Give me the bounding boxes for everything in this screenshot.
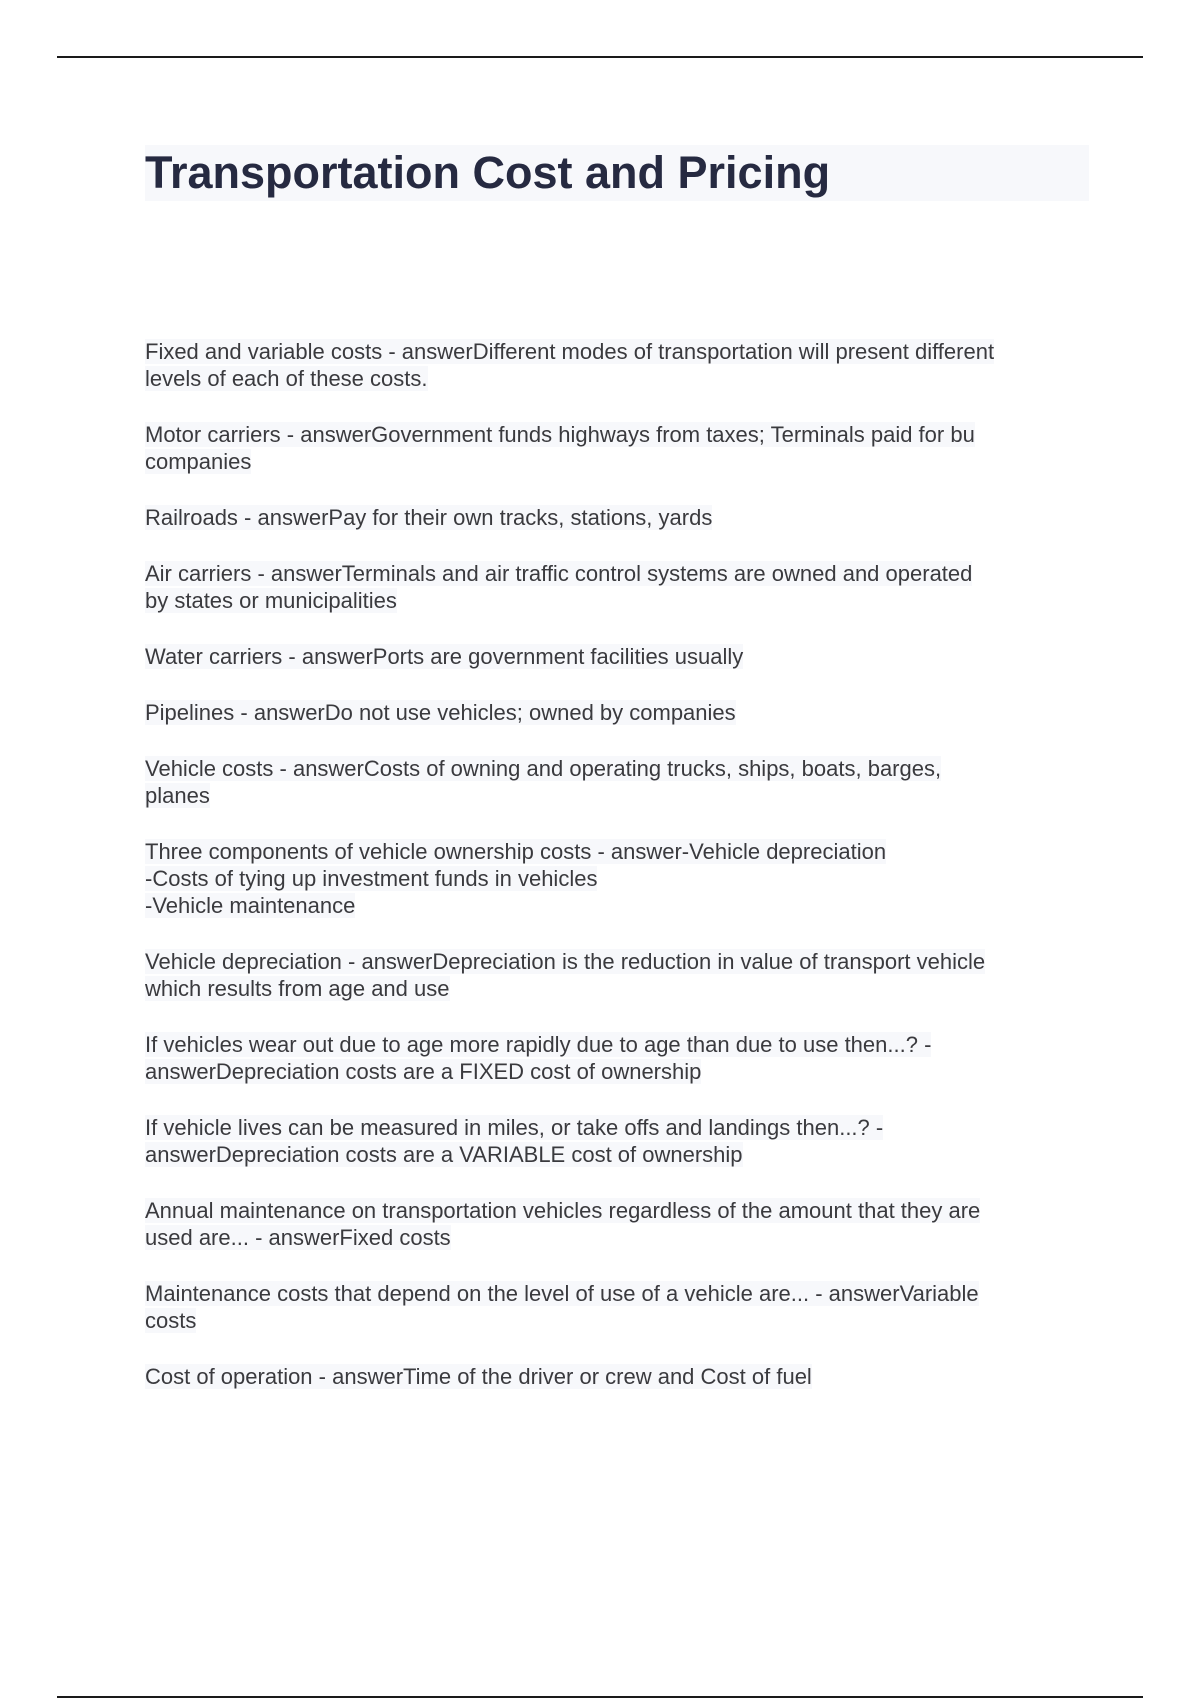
flashcard-entry: Annual maintenance on transportation vehicles regardless of the amount that they are used are... - answerFixed costs	[145, 1198, 981, 1250]
flashcard-entry: If vehicle lives can be measured in miles, or take offs and landings then...? - answerDepreciation costs are a VARIABLE cost of ownership	[145, 1115, 884, 1167]
flashcard-entry: If vehicles wear out due to age more rapidly due to age than due to use then...? - answerDepreciation costs are a FIXED cost of ownership	[145, 1032, 932, 1084]
flashcard-entry: Three components of vehicle ownership costs - answer-Vehicle depreciation -Costs of tying up investment funds in vehicles -Vehicle maintenance	[145, 839, 887, 918]
flashcard-entry: Vehicle depreciation - answerDepreciation is the reduction in value of transport vehicle which results from age and use	[145, 949, 986, 1001]
flashcard-entry: Water carriers - answerPorts are government facilities usually	[145, 644, 744, 669]
title-band	[145, 145, 1089, 201]
flashcard-entry: Maintenance costs that depend on the level of use of a vehicle are... - answerVariable costs	[145, 1281, 979, 1333]
flashcard-entry: Vehicle costs - answerCosts of owning and operating trucks, ships, boats, barges, planes	[145, 756, 942, 808]
flashcard-list	[145, 338, 1095, 1419]
flashcard-entry: Cost of operation - answerTime of the driver or crew and Cost of fuel	[145, 1364, 812, 1389]
page-title: Transportation Cost and Pricing	[145, 147, 831, 198]
flashcard-entry: Air carriers - answerTerminals and air traffic control systems are owned and operated by states or municipalities	[145, 561, 973, 613]
flashcard-entry: Fixed and variable costs - answerDifferent modes of transportation will present different levels of each of these costs.	[145, 339, 995, 391]
flashcard-entry: Railroads - answerPay for their own tracks, stations, yards	[145, 505, 713, 530]
page-bottom-rule	[57, 1696, 1143, 1698]
page-top-rule	[57, 56, 1143, 58]
flashcard-entry: Pipelines - answerDo not use vehicles; owned by companies	[145, 700, 736, 725]
flashcard-entry: Motor carriers - answerGovernment funds highways from taxes; Terminals paid for bu companies	[145, 422, 975, 474]
